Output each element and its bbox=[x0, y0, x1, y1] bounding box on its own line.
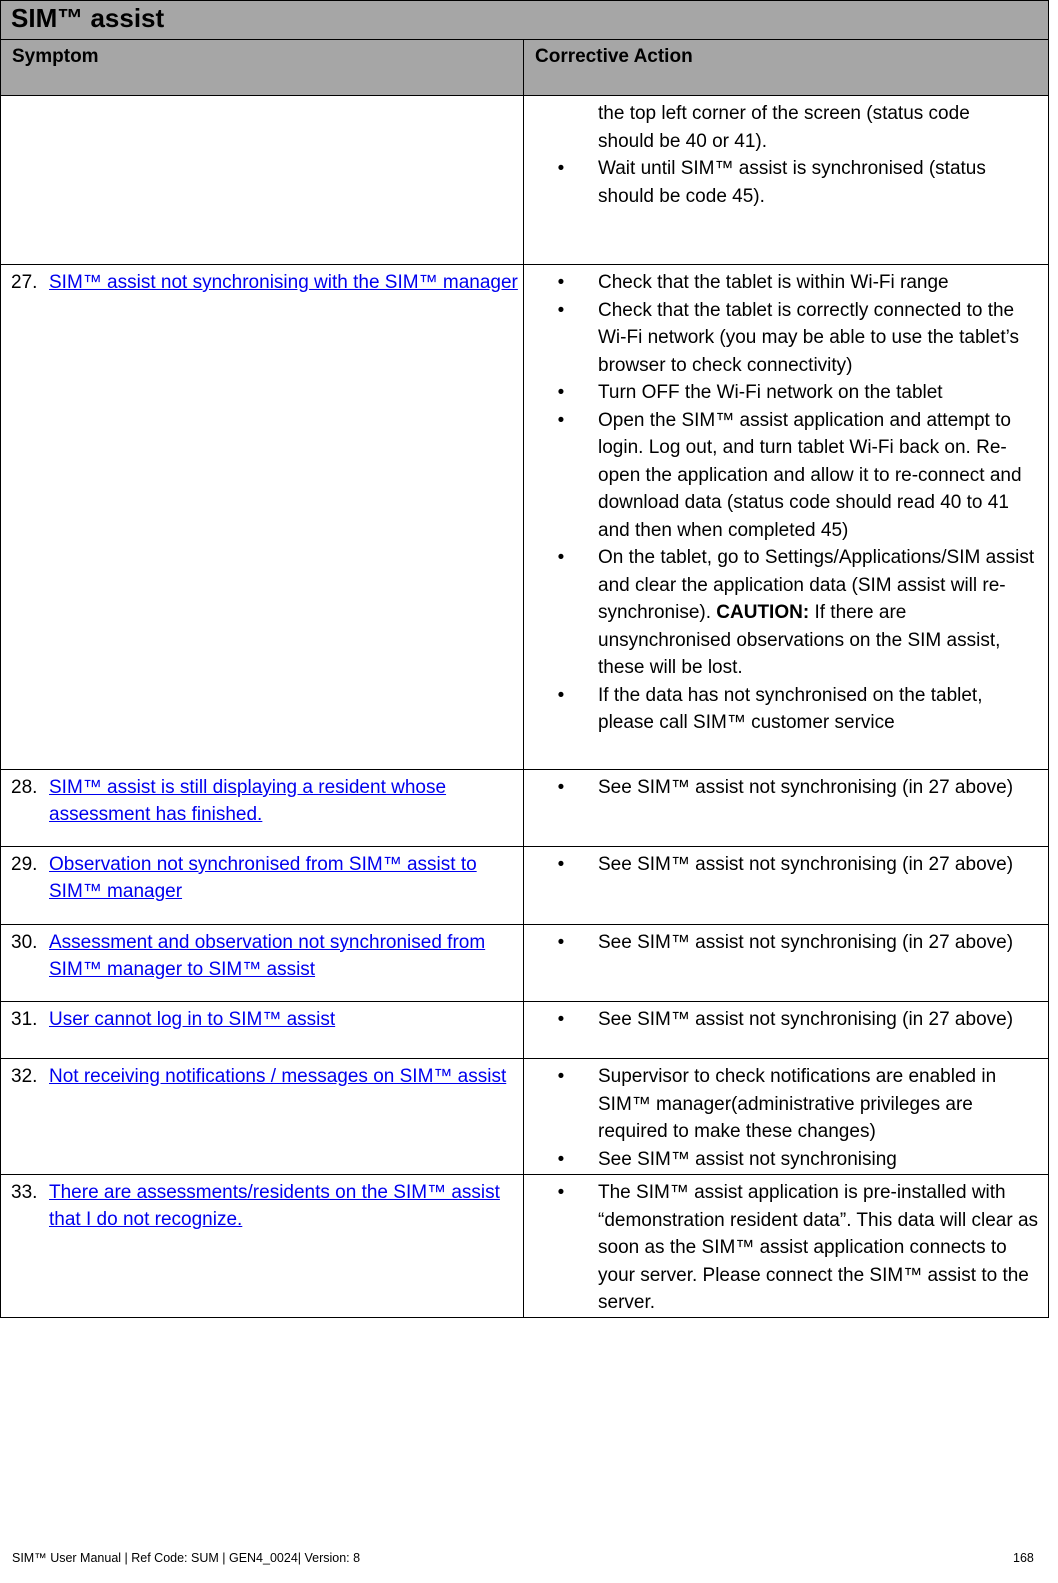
table-row bbox=[1, 1059, 1049, 1175]
bullet-icon: • bbox=[557, 158, 565, 179]
row-number: 28. bbox=[11, 777, 38, 798]
symptom-cell bbox=[1, 1002, 524, 1059]
bullet-icon: • bbox=[557, 777, 565, 798]
row-number: 32. bbox=[11, 1066, 38, 1087]
action-item: • See SIM™ assist not synchronising (in 27 above) bbox=[524, 774, 1042, 802]
action-cell bbox=[524, 770, 1049, 847]
action-item: • Turn OFF the Wi-Fi network on the tablet bbox=[524, 379, 1042, 407]
action-item: • The SIM™ assist application is pre-installed with “demonstration resident data”. This data will clear as soon as the SIM™ assist application connects to your server. Please connect the SIM™ assist to the server. bbox=[524, 1179, 1042, 1317]
page-number: 168 bbox=[1013, 1551, 1034, 1565]
symptom-link[interactable]: Assessment and observation not synchronised from SIM™ manager to SIM™ assist bbox=[49, 932, 486, 980]
action-list bbox=[524, 265, 1048, 737]
table-row bbox=[1, 265, 1049, 770]
symptom-link[interactable]: Observation not synchronised from SIM™ assist to SIM™ manager bbox=[49, 854, 477, 902]
table-row bbox=[1, 1175, 1049, 1318]
table-row bbox=[1, 770, 1049, 847]
symptom-link[interactable]: SIM™ assist not synchronising with the SIM™ manager bbox=[49, 272, 518, 293]
action-cell bbox=[524, 925, 1049, 1002]
table-row bbox=[1, 847, 1049, 925]
action-item: • Supervisor to check notifications are enabled in SIM™ manager(administrative privileges are required to make these changes) bbox=[524, 1063, 1042, 1146]
action-item: • See SIM™ assist not synchronising (in 27 above) bbox=[524, 929, 1042, 957]
action-item: • If the data has not synchronised on the tablet, please call SIM™ customer service bbox=[524, 682, 1042, 737]
symptom-cell bbox=[1, 847, 524, 925]
symptom-cell bbox=[1, 770, 524, 847]
symptom-cell bbox=[1, 1059, 524, 1175]
table-row bbox=[1, 925, 1049, 1002]
bullet-icon: • bbox=[557, 684, 565, 706]
row-number: 27. bbox=[11, 272, 38, 293]
symptom-link[interactable]: SIM™ assist is still displaying a resident whose assessment has finished. bbox=[49, 777, 447, 825]
bullet-icon: • bbox=[557, 1066, 565, 1087]
table-row bbox=[1, 1002, 1049, 1059]
symptom-header: Symptom bbox=[1, 40, 524, 96]
bullet-icon: • bbox=[557, 1182, 565, 1203]
bullet-icon: • bbox=[557, 547, 565, 568]
action-cell bbox=[524, 1175, 1049, 1318]
bullet-icon: • bbox=[557, 932, 565, 953]
action-cell bbox=[524, 265, 1049, 770]
symptom-link[interactable]: User cannot log in to SIM™ assist bbox=[49, 1009, 336, 1030]
symptom-cell bbox=[1, 1175, 524, 1318]
action-item: • Open the SIM™ assist application and attempt to login. Log out, and turn tablet Wi-Fi back on. Re-open the application and allow it to re-connect and download data (status code should read 40 to 41 and then when completed 45) bbox=[524, 407, 1042, 545]
bullet-icon: • bbox=[557, 854, 565, 875]
row-number: 33. bbox=[11, 1182, 38, 1203]
symptom-cell bbox=[1, 96, 524, 265]
action-item: • Check that the tablet is correctly connected to the Wi-Fi network (you may be able to use the tablet’s browser to check connectivity) bbox=[524, 297, 1042, 380]
continuation-line: should be 40 or 41). bbox=[598, 130, 768, 152]
action-item: • Check that the tablet is within Wi-Fi range bbox=[524, 269, 1042, 297]
table-title: SIM™ assist bbox=[1, 1, 1049, 40]
row-number: 31. bbox=[11, 1009, 38, 1030]
action-cell bbox=[524, 847, 1049, 925]
bullet-icon: • bbox=[557, 382, 565, 403]
action-item: • See SIM™ assist not synchronising bbox=[524, 1146, 1042, 1174]
action-item: • See SIM™ assist not synchronising (in 27 above) bbox=[524, 1006, 1042, 1034]
bullet-icon: • bbox=[557, 272, 565, 293]
symptom-link[interactable]: There are assessments/residents on the SIM™ assist that I do not recognize. bbox=[49, 1182, 500, 1230]
action-list bbox=[524, 96, 1048, 210]
action-cell bbox=[524, 96, 1049, 265]
continuation-line: the top left corner of the screen (status code bbox=[598, 103, 970, 124]
bullet-icon: • bbox=[557, 299, 565, 321]
bullet-icon: • bbox=[557, 1009, 565, 1030]
symptom-cell bbox=[1, 925, 524, 1002]
row-number: 30. bbox=[11, 932, 38, 953]
bullet-icon: • bbox=[557, 409, 565, 431]
footer-document-info: SIM™ User Manual | Ref Code: SUM | GEN4_0024| Version: 8 bbox=[12, 1551, 361, 1565]
action-item: • See SIM™ assist not synchronising (in 27 above) bbox=[524, 851, 1042, 879]
action-cell bbox=[524, 1059, 1049, 1175]
bullet-icon: • bbox=[557, 1148, 565, 1170]
action-item: • Wait until SIM™ assist is synchronised (status should be code 45). bbox=[524, 155, 1042, 210]
caution-label: CAUTION: bbox=[716, 602, 810, 623]
symptom-cell bbox=[1, 265, 524, 770]
row-number: 29. bbox=[11, 854, 38, 875]
action-cell bbox=[524, 1002, 1049, 1059]
corrective-action-header: Corrective Action bbox=[524, 40, 1049, 96]
action-item-caution: • On the tablet, go to Settings/Applications/SIM assist and clear the application data (SIM assist will re-synchronise). CAUTION: If there are unsynchronised observations on the SIM assist, these will be lost. bbox=[524, 544, 1042, 682]
symptom-link[interactable]: Not receiving notifications / messages on SIM™ assist bbox=[49, 1066, 507, 1087]
table-row bbox=[1, 96, 1049, 265]
